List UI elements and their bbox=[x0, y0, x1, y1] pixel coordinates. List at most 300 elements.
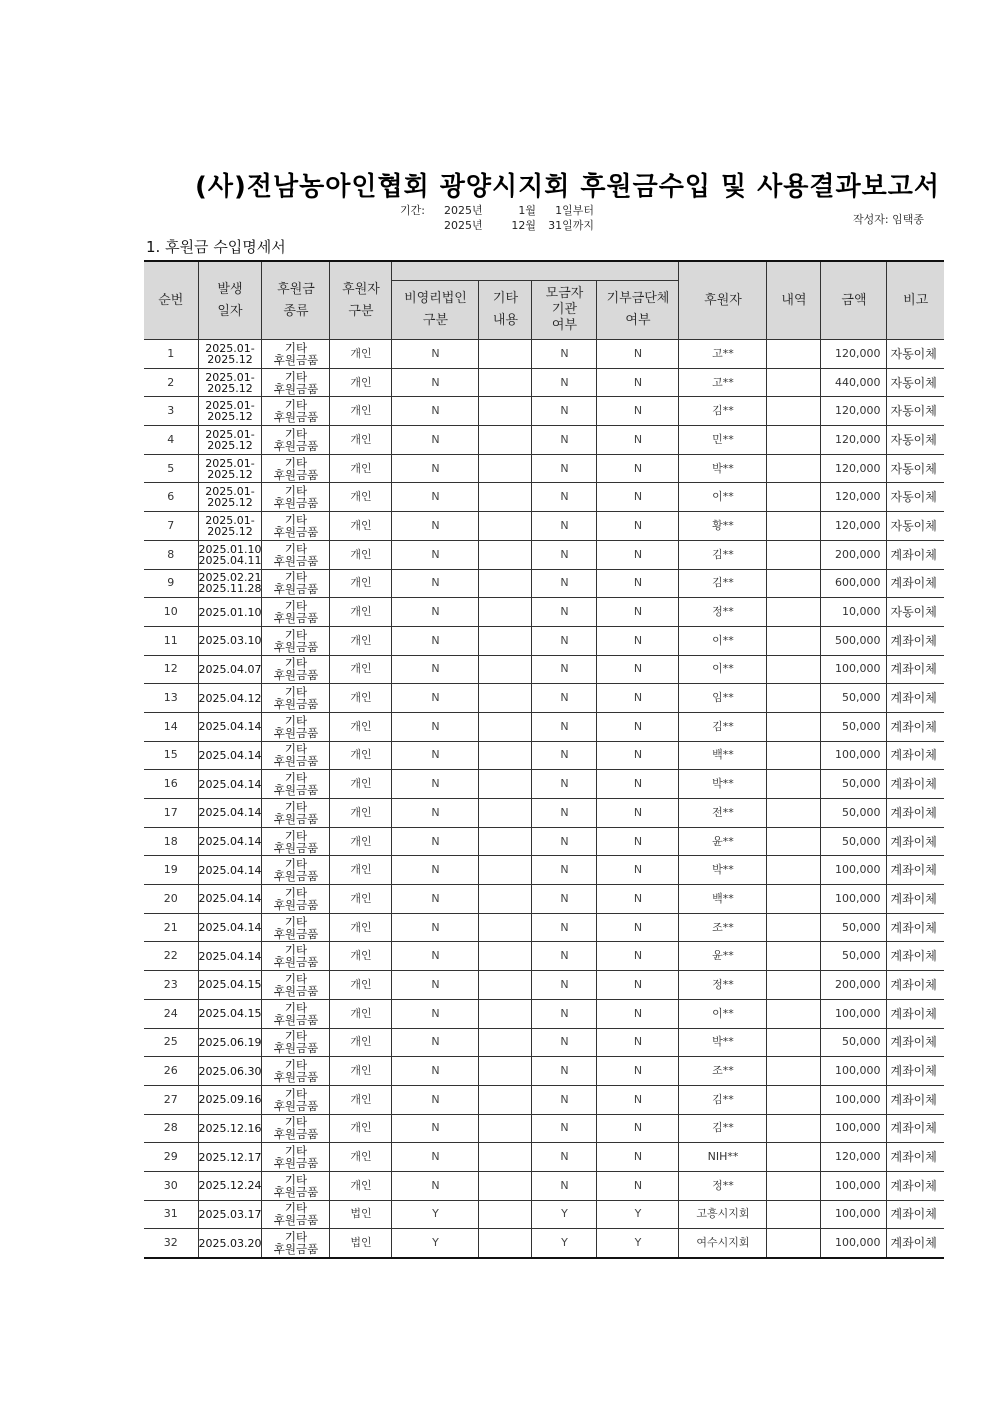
cell-amount: 500,000 bbox=[821, 626, 887, 655]
cell-nonprofit: N bbox=[392, 827, 479, 856]
cell-note: 계좌이체 bbox=[887, 712, 944, 741]
cell-date: 2025.04.14 bbox=[198, 827, 262, 856]
cell-no: 29 bbox=[144, 1143, 198, 1172]
cell-detail bbox=[767, 827, 821, 856]
cell-kind: 기타 후원금품 bbox=[262, 540, 330, 569]
cell-fundraiser: N bbox=[532, 1171, 597, 1200]
cell-no: 1 bbox=[144, 340, 198, 369]
cell-nonprofit: N bbox=[392, 397, 479, 426]
cell-other bbox=[479, 368, 532, 397]
cell-fundraiser: N bbox=[532, 999, 597, 1028]
table-row bbox=[144, 454, 944, 483]
cell-no: 32 bbox=[144, 1229, 198, 1258]
header-detail: 내역 bbox=[767, 261, 821, 340]
cell-donor: 고** bbox=[679, 340, 767, 369]
cell-other bbox=[479, 483, 532, 512]
cell-date: 2025.06.19 bbox=[198, 1028, 262, 1057]
cell-nonprofit: Y bbox=[392, 1200, 479, 1229]
cell-detail bbox=[767, 1229, 821, 1258]
cell-date: 2025.12.16 bbox=[198, 1114, 262, 1143]
cell-fundraiser: N bbox=[532, 1028, 597, 1057]
cell-note: 계좌이체 bbox=[887, 971, 944, 1000]
cell-note: 계좌이체 bbox=[887, 684, 944, 713]
cell-nonprofit: N bbox=[392, 913, 479, 942]
cell-kind: 기타 후원금품 bbox=[262, 569, 330, 598]
cell-detail bbox=[767, 1057, 821, 1086]
cell-donation-org: N bbox=[597, 1085, 679, 1114]
cell-detail bbox=[767, 512, 821, 541]
cell-nonprofit: N bbox=[392, 540, 479, 569]
cell-note: 자동이체 bbox=[887, 368, 944, 397]
cell-date: 2025.04.14 bbox=[198, 770, 262, 799]
cell-donation-org: N bbox=[597, 1028, 679, 1057]
cell-donation-org: N bbox=[597, 426, 679, 455]
header-amount: 금액 bbox=[821, 261, 887, 340]
cell-detail bbox=[767, 655, 821, 684]
cell-kind: 기타 후원금품 bbox=[262, 483, 330, 512]
cell-amount: 50,000 bbox=[821, 1028, 887, 1057]
cell-kind: 기타 후원금품 bbox=[262, 626, 330, 655]
cell-detail bbox=[767, 1028, 821, 1057]
cell-amount: 100,000 bbox=[821, 1085, 887, 1114]
header-nonprofit: 비영리법인 구분 bbox=[392, 281, 479, 340]
cell-note: 자동이체 bbox=[887, 397, 944, 426]
cell-no: 15 bbox=[144, 741, 198, 770]
cell-donation-org: N bbox=[597, 1114, 679, 1143]
cell-note: 자동이체 bbox=[887, 340, 944, 369]
cell-date: 2025.04.14 bbox=[198, 799, 262, 828]
cell-note: 계좌이체 bbox=[887, 569, 944, 598]
cell-kind: 기타 후원금품 bbox=[262, 454, 330, 483]
cell-detail bbox=[767, 397, 821, 426]
cell-other bbox=[479, 426, 532, 455]
cell-no: 2 bbox=[144, 368, 198, 397]
cell-donor-type: 개인 bbox=[330, 684, 392, 713]
table-row bbox=[144, 1229, 944, 1258]
cell-note: 계좌이체 bbox=[887, 1085, 944, 1114]
period-start-year: 2025년 bbox=[444, 204, 483, 217]
cell-other bbox=[479, 684, 532, 713]
cell-no: 7 bbox=[144, 512, 198, 541]
cell-fundraiser: N bbox=[532, 942, 597, 971]
cell-other bbox=[479, 540, 532, 569]
cell-kind: 기타 후원금품 bbox=[262, 942, 330, 971]
cell-amount: 440,000 bbox=[821, 368, 887, 397]
cell-no: 19 bbox=[144, 856, 198, 885]
cell-donor-type: 개인 bbox=[330, 1114, 392, 1143]
cell-fundraiser: N bbox=[532, 655, 597, 684]
table-row bbox=[144, 684, 944, 713]
cell-donor-type: 개인 bbox=[330, 885, 392, 914]
table-row bbox=[144, 512, 944, 541]
report-title: (사)전남농아인협회 광양시지회 후원금수입 및 사용결과보고서 bbox=[195, 172, 940, 202]
cell-other bbox=[479, 598, 532, 627]
cell-amount: 120,000 bbox=[821, 512, 887, 541]
cell-no: 30 bbox=[144, 1171, 198, 1200]
cell-date: 2025.04.14 bbox=[198, 712, 262, 741]
table-row bbox=[144, 799, 944, 828]
cell-fundraiser: N bbox=[532, 684, 597, 713]
cell-amount: 50,000 bbox=[821, 799, 887, 828]
cell-donor: 전** bbox=[679, 799, 767, 828]
cell-nonprofit: N bbox=[392, 598, 479, 627]
cell-note: 계좌이체 bbox=[887, 827, 944, 856]
cell-donation-org: N bbox=[597, 540, 679, 569]
cell-donor-type: 개인 bbox=[330, 655, 392, 684]
cell-detail bbox=[767, 1143, 821, 1172]
cell-note: 계좌이체 bbox=[887, 942, 944, 971]
cell-donor-type: 개인 bbox=[330, 741, 392, 770]
cell-kind: 기타 후원금품 bbox=[262, 340, 330, 369]
table-row bbox=[144, 397, 944, 426]
cell-detail bbox=[767, 770, 821, 799]
cell-no: 13 bbox=[144, 684, 198, 713]
cell-amount: 100,000 bbox=[821, 885, 887, 914]
cell-date: 2025.12.17 bbox=[198, 1143, 262, 1172]
cell-detail bbox=[767, 454, 821, 483]
cell-note: 계좌이체 bbox=[887, 741, 944, 770]
header-other: 기타 내용 bbox=[479, 281, 532, 340]
cell-date: 2025.04.07 bbox=[198, 655, 262, 684]
cell-detail bbox=[767, 1114, 821, 1143]
cell-fundraiser: N bbox=[532, 340, 597, 369]
cell-kind: 기타 후원금품 bbox=[262, 1200, 330, 1229]
cell-donor-type: 개인 bbox=[330, 512, 392, 541]
cell-kind: 기타 후원금품 bbox=[262, 885, 330, 914]
cell-donation-org: N bbox=[597, 999, 679, 1028]
cell-no: 16 bbox=[144, 770, 198, 799]
cell-date: 2025.01- 2025.12 bbox=[198, 426, 262, 455]
cell-date: 2025.04.15 bbox=[198, 999, 262, 1028]
cell-donor-type: 개인 bbox=[330, 598, 392, 627]
cell-detail bbox=[767, 426, 821, 455]
cell-amount: 50,000 bbox=[821, 827, 887, 856]
cell-detail bbox=[767, 340, 821, 369]
cell-note: 자동이체 bbox=[887, 512, 944, 541]
cell-date: 2025.04.15 bbox=[198, 971, 262, 1000]
table-row bbox=[144, 626, 944, 655]
table-row bbox=[144, 1171, 944, 1200]
cell-nonprofit: N bbox=[392, 885, 479, 914]
cell-fundraiser: N bbox=[532, 512, 597, 541]
table-row bbox=[144, 1057, 944, 1086]
table-row bbox=[144, 942, 944, 971]
cell-donor-type: 개인 bbox=[330, 770, 392, 799]
table-row bbox=[144, 1143, 944, 1172]
cell-kind: 기타 후원금품 bbox=[262, 598, 330, 627]
cell-detail bbox=[767, 569, 821, 598]
cell-other bbox=[479, 454, 532, 483]
period-start-month: 1월 bbox=[518, 204, 536, 217]
table-body bbox=[144, 340, 944, 1259]
cell-fundraiser: N bbox=[532, 885, 597, 914]
cell-donor: 김** bbox=[679, 1114, 767, 1143]
cell-donation-org: N bbox=[597, 1143, 679, 1172]
cell-nonprofit: N bbox=[392, 626, 479, 655]
cell-note: 자동이체 bbox=[887, 483, 944, 512]
cell-amount: 50,000 bbox=[821, 712, 887, 741]
cell-donation-org: N bbox=[597, 1171, 679, 1200]
cell-kind: 기타 후원금품 bbox=[262, 712, 330, 741]
cell-nonprofit: N bbox=[392, 483, 479, 512]
table-row bbox=[144, 1085, 944, 1114]
cell-nonprofit: N bbox=[392, 1028, 479, 1057]
cell-date: 2025.03.10 bbox=[198, 626, 262, 655]
cell-no: 22 bbox=[144, 942, 198, 971]
cell-nonprofit: N bbox=[392, 1143, 479, 1172]
cell-other bbox=[479, 799, 532, 828]
cell-other bbox=[479, 971, 532, 1000]
cell-no: 6 bbox=[144, 483, 198, 512]
cell-donor-type: 개인 bbox=[330, 626, 392, 655]
cell-date: 2025.12.24 bbox=[198, 1171, 262, 1200]
cell-no: 4 bbox=[144, 426, 198, 455]
cell-donation-org: Y bbox=[597, 1229, 679, 1258]
cell-donor: 임** bbox=[679, 684, 767, 713]
cell-other bbox=[479, 827, 532, 856]
table-row bbox=[144, 426, 944, 455]
cell-detail bbox=[767, 885, 821, 914]
cell-date: 2025.04.14 bbox=[198, 856, 262, 885]
cell-note: 계좌이체 bbox=[887, 770, 944, 799]
cell-fundraiser: Y bbox=[532, 1229, 597, 1258]
table-row bbox=[144, 483, 944, 512]
cell-donor: 박** bbox=[679, 454, 767, 483]
cell-fundraiser: N bbox=[532, 1085, 597, 1114]
cell-donation-org: N bbox=[597, 655, 679, 684]
cell-donor: 박** bbox=[679, 770, 767, 799]
cell-donation-org: N bbox=[597, 368, 679, 397]
cell-note: 계좌이체 bbox=[887, 1028, 944, 1057]
cell-nonprofit: N bbox=[392, 368, 479, 397]
cell-detail bbox=[767, 684, 821, 713]
cell-other bbox=[479, 1200, 532, 1229]
cell-donation-org: Y bbox=[597, 1200, 679, 1229]
cell-donation-org: N bbox=[597, 942, 679, 971]
cell-note: 자동이체 bbox=[887, 598, 944, 627]
table-row bbox=[144, 655, 944, 684]
report-author: 작성자: 임택종 bbox=[853, 213, 924, 226]
cell-kind: 기타 후원금품 bbox=[262, 1114, 330, 1143]
cell-note: 계좌이체 bbox=[887, 999, 944, 1028]
cell-kind: 기타 후원금품 bbox=[262, 1057, 330, 1086]
cell-kind: 기타 후원금품 bbox=[262, 1143, 330, 1172]
cell-date: 2025.01.10 bbox=[198, 598, 262, 627]
cell-other bbox=[479, 712, 532, 741]
cell-fundraiser: N bbox=[532, 799, 597, 828]
cell-nonprofit: N bbox=[392, 856, 479, 885]
cell-no: 21 bbox=[144, 913, 198, 942]
header-kind: 후원금 종류 bbox=[262, 261, 330, 340]
cell-donor: 김** bbox=[679, 540, 767, 569]
table-row bbox=[144, 741, 944, 770]
cell-donation-org: N bbox=[597, 741, 679, 770]
cell-other bbox=[479, 1057, 532, 1086]
cell-no: 20 bbox=[144, 885, 198, 914]
cell-date: 2025.01- 2025.12 bbox=[198, 368, 262, 397]
cell-note: 계좌이체 bbox=[887, 799, 944, 828]
table-row bbox=[144, 999, 944, 1028]
cell-kind: 기타 후원금품 bbox=[262, 397, 330, 426]
cell-amount: 50,000 bbox=[821, 770, 887, 799]
cell-no: 31 bbox=[144, 1200, 198, 1229]
cell-no: 10 bbox=[144, 598, 198, 627]
cell-donation-org: N bbox=[597, 770, 679, 799]
cell-detail bbox=[767, 540, 821, 569]
cell-donor-type: 개인 bbox=[330, 540, 392, 569]
cell-fundraiser: Y bbox=[532, 1200, 597, 1229]
cell-donor-type: 개인 bbox=[330, 1085, 392, 1114]
cell-no: 23 bbox=[144, 971, 198, 1000]
cell-fundraiser: N bbox=[532, 540, 597, 569]
cell-no: 18 bbox=[144, 827, 198, 856]
cell-detail bbox=[767, 1085, 821, 1114]
cell-kind: 기타 후원금품 bbox=[262, 971, 330, 1000]
cell-fundraiser: N bbox=[532, 741, 597, 770]
cell-kind: 기타 후원금품 bbox=[262, 741, 330, 770]
cell-nonprofit: N bbox=[392, 512, 479, 541]
period-end-year: 2025년 bbox=[444, 219, 483, 232]
cell-date: 2025.09.16 bbox=[198, 1085, 262, 1114]
cell-amount: 100,000 bbox=[821, 1171, 887, 1200]
cell-other bbox=[479, 626, 532, 655]
cell-donor-type: 개인 bbox=[330, 999, 392, 1028]
table-row bbox=[144, 1028, 944, 1057]
period-start-day: 1일부터 bbox=[555, 204, 594, 217]
cell-donor: 백** bbox=[679, 885, 767, 914]
cell-detail bbox=[767, 971, 821, 1000]
report-period bbox=[400, 203, 594, 233]
cell-amount: 120,000 bbox=[821, 340, 887, 369]
table-row bbox=[144, 913, 944, 942]
cell-note: 계좌이체 bbox=[887, 655, 944, 684]
cell-kind: 기타 후원금품 bbox=[262, 999, 330, 1028]
cell-amount: 100,000 bbox=[821, 655, 887, 684]
cell-date: 2025.02.21 2025.11.28 bbox=[198, 569, 262, 598]
cell-donor: 윤** bbox=[679, 827, 767, 856]
cell-donor-type: 개인 bbox=[330, 426, 392, 455]
cell-donor: 황** bbox=[679, 512, 767, 541]
cell-donation-org: N bbox=[597, 799, 679, 828]
cell-amount: 120,000 bbox=[821, 483, 887, 512]
cell-other bbox=[479, 885, 532, 914]
cell-fundraiser: N bbox=[532, 913, 597, 942]
cell-donor-type: 개인 bbox=[330, 799, 392, 828]
cell-donation-org: N bbox=[597, 885, 679, 914]
cell-no: 26 bbox=[144, 1057, 198, 1086]
cell-donation-org: N bbox=[597, 712, 679, 741]
cell-donation-org: N bbox=[597, 569, 679, 598]
cell-donor-type: 개인 bbox=[330, 1057, 392, 1086]
cell-donor-type: 개인 bbox=[330, 827, 392, 856]
period-end-day: 31일까지 bbox=[548, 219, 594, 232]
cell-other bbox=[479, 1171, 532, 1200]
cell-other bbox=[479, 999, 532, 1028]
cell-amount: 50,000 bbox=[821, 684, 887, 713]
cell-amount: 120,000 bbox=[821, 1143, 887, 1172]
cell-other bbox=[479, 1028, 532, 1057]
table-row bbox=[144, 712, 944, 741]
cell-kind: 기타 후원금품 bbox=[262, 1229, 330, 1258]
cell-donor: 김** bbox=[679, 397, 767, 426]
header-group bbox=[392, 261, 679, 281]
cell-kind: 기타 후원금품 bbox=[262, 799, 330, 828]
cell-kind: 기타 후원금품 bbox=[262, 1028, 330, 1057]
cell-kind: 기타 후원금품 bbox=[262, 426, 330, 455]
cell-note: 계좌이체 bbox=[887, 626, 944, 655]
cell-other bbox=[479, 1085, 532, 1114]
cell-fundraiser: N bbox=[532, 1057, 597, 1086]
cell-donation-org: N bbox=[597, 684, 679, 713]
cell-kind: 기타 후원금품 bbox=[262, 368, 330, 397]
cell-note: 계좌이체 bbox=[887, 1143, 944, 1172]
cell-note: 계좌이체 bbox=[887, 1200, 944, 1229]
table-row bbox=[144, 770, 944, 799]
table-row bbox=[144, 340, 944, 369]
header-no: 순번 bbox=[144, 261, 198, 340]
cell-nonprofit: Y bbox=[392, 1229, 479, 1258]
cell-detail bbox=[767, 856, 821, 885]
cell-no: 24 bbox=[144, 999, 198, 1028]
cell-fundraiser: N bbox=[532, 598, 597, 627]
cell-nonprofit: N bbox=[392, 684, 479, 713]
table-row bbox=[144, 827, 944, 856]
cell-detail bbox=[767, 1171, 821, 1200]
cell-nonprofit: N bbox=[392, 340, 479, 369]
cell-donor-type: 개인 bbox=[330, 1028, 392, 1057]
cell-amount: 100,000 bbox=[821, 1114, 887, 1143]
cell-date: 2025.01- 2025.12 bbox=[198, 512, 262, 541]
cell-other bbox=[479, 397, 532, 426]
period-label: 기간: bbox=[400, 204, 425, 217]
cell-donor-type: 개인 bbox=[330, 368, 392, 397]
cell-donor: 고** bbox=[679, 368, 767, 397]
cell-amount: 120,000 bbox=[821, 397, 887, 426]
cell-date: 2025.01- 2025.12 bbox=[198, 483, 262, 512]
cell-amount: 100,000 bbox=[821, 741, 887, 770]
cell-amount: 100,000 bbox=[821, 1200, 887, 1229]
cell-donor: 김** bbox=[679, 1085, 767, 1114]
cell-nonprofit: N bbox=[392, 569, 479, 598]
cell-donor: 정** bbox=[679, 1171, 767, 1200]
cell-donor-type: 개인 bbox=[330, 971, 392, 1000]
cell-fundraiser: N bbox=[532, 426, 597, 455]
cell-fundraiser: N bbox=[532, 971, 597, 1000]
cell-kind: 기타 후원금품 bbox=[262, 1085, 330, 1114]
cell-amount: 600,000 bbox=[821, 569, 887, 598]
cell-nonprofit: N bbox=[392, 1057, 479, 1086]
cell-date: 2025.01- 2025.12 bbox=[198, 340, 262, 369]
cell-kind: 기타 후원금품 bbox=[262, 655, 330, 684]
header-note: 비고 bbox=[887, 261, 944, 340]
cell-detail bbox=[767, 1200, 821, 1229]
cell-detail bbox=[767, 626, 821, 655]
table-row bbox=[144, 885, 944, 914]
cell-fundraiser: N bbox=[532, 1143, 597, 1172]
cell-fundraiser: N bbox=[532, 770, 597, 799]
cell-kind: 기타 후원금품 bbox=[262, 770, 330, 799]
cell-donor: 김** bbox=[679, 712, 767, 741]
cell-donor-type: 법인 bbox=[330, 1229, 392, 1258]
table-row bbox=[144, 971, 944, 1000]
cell-note: 계좌이체 bbox=[887, 1114, 944, 1143]
cell-donor: 이** bbox=[679, 999, 767, 1028]
cell-donation-org: N bbox=[597, 397, 679, 426]
cell-donor: 조** bbox=[679, 1057, 767, 1086]
cell-fundraiser: N bbox=[532, 626, 597, 655]
cell-amount: 50,000 bbox=[821, 942, 887, 971]
cell-donor-type: 개인 bbox=[330, 483, 392, 512]
